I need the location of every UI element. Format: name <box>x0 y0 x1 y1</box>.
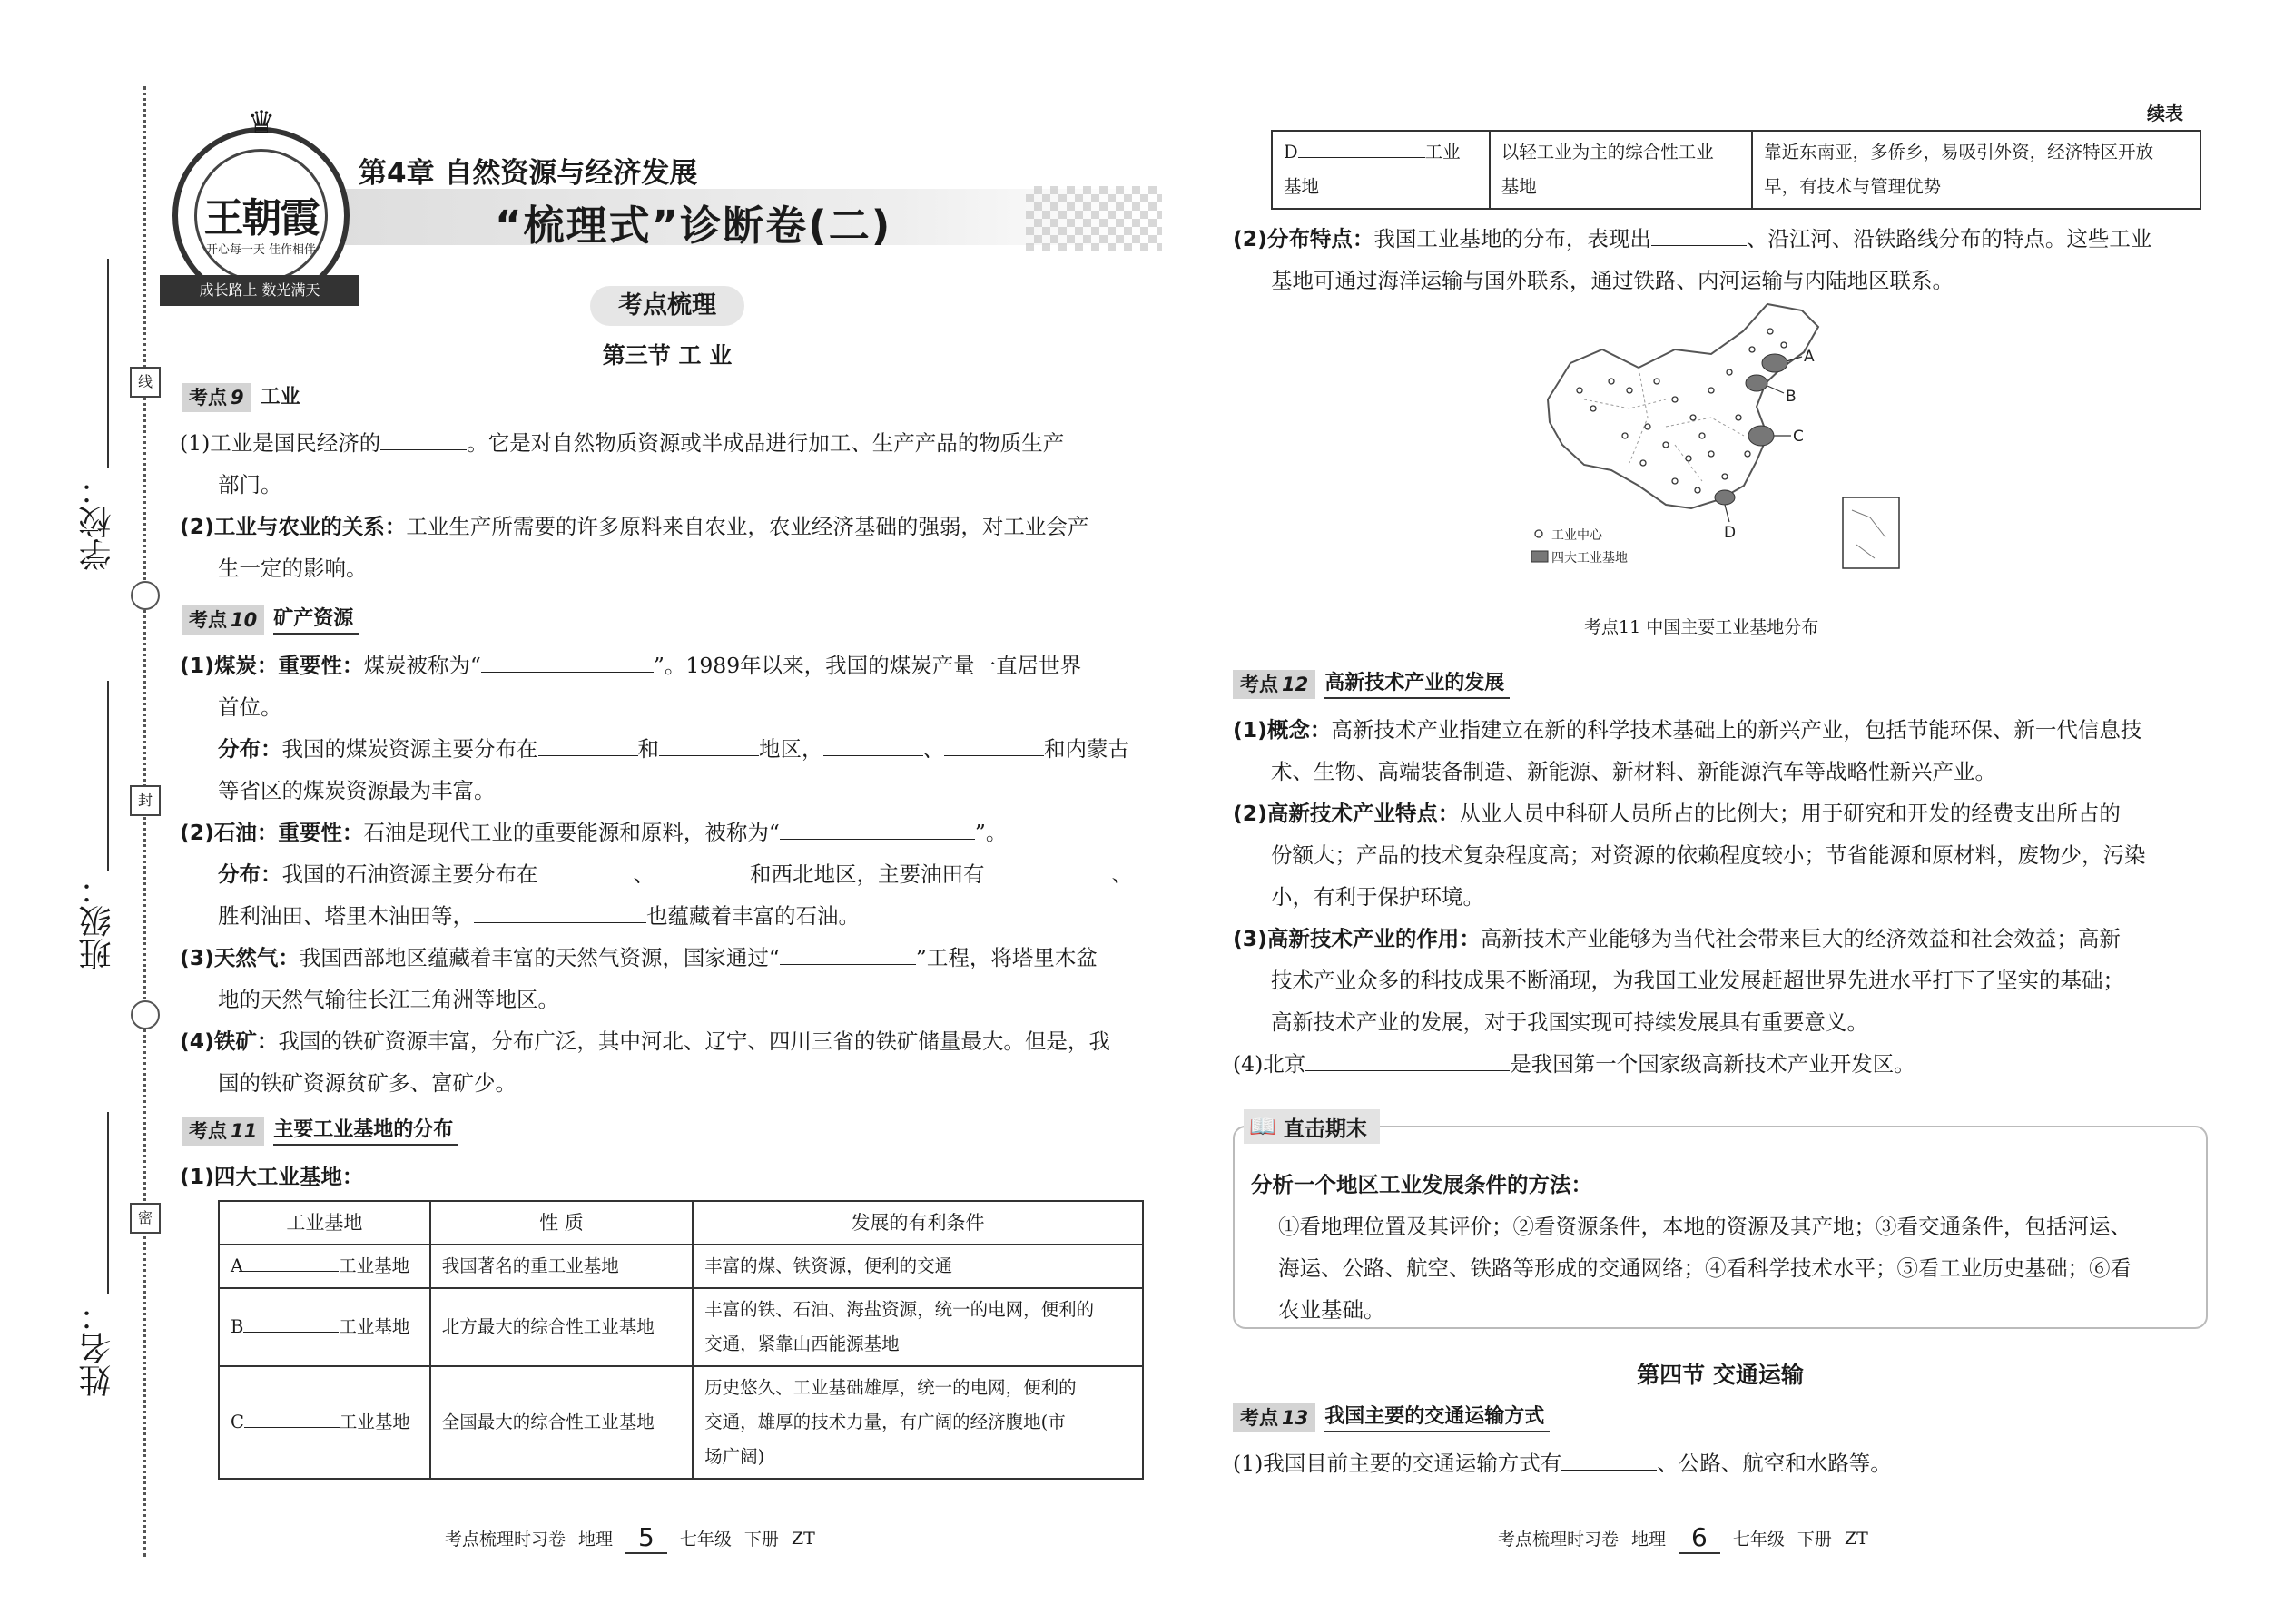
role-line1: (3)高新技术产业的作用：高新技术产业能够为当代社会带来巨大的经济效益和社会效益；高新 <box>1233 926 2121 951</box>
class-write-line <box>107 681 109 871</box>
table-cell: 以轻工业为主的综合性工业 基地 <box>1490 131 1752 209</box>
answer-blank[interactable] <box>380 429 467 450</box>
kd9-line2: 部门。 <box>218 472 282 497</box>
table-row <box>219 1366 1143 1479</box>
kaodian-9-heading: 考点 9 工业 <box>182 383 306 412</box>
final-exam-tag: 📖 直击期末 <box>1244 1109 1380 1144</box>
kd9-line3: (2)工业与农业的关系：工业生产所需要的许多原料来自农业，农业经济基础的强弱，对工业会产 <box>180 514 1089 539</box>
bind-mark-feng: 封 <box>130 785 161 816</box>
answer-blank[interactable] <box>538 861 634 881</box>
answer-blank[interactable] <box>1561 1450 1657 1471</box>
industrial-bases-table <box>218 1200 1144 1480</box>
answer-blank[interactable] <box>243 1251 339 1272</box>
table-cell: 北方最大的综合性工业基地 <box>430 1288 693 1366</box>
box-line3: 农业基础。 <box>1278 1297 1385 1323</box>
feature-line1: (2)分布特点：我国工业基地的分布，表现出 、沿江河、沿铁路线分布的特点。这些工业 <box>1233 226 2152 251</box>
section-title-industry: 第三节 工 业 <box>602 342 733 369</box>
answer-blank[interactable] <box>780 944 916 965</box>
section-title-transport: 第四节 交通运输 <box>1637 1362 1804 1388</box>
table-cell: 历史悠久、工业基础雄厚，统一的电网，便利的 交通，雄厚的技术力量，有广阔的经济腹地(市 场广阔) <box>693 1366 1143 1479</box>
footer-right: 考点梳理时习卷 地理 6 七年级 下册 ZT <box>1498 1522 1868 1552</box>
beijing-line: (4)北京 是我国第一个国家级高新技术产业开发区。 <box>1233 1051 1915 1077</box>
logo-name: 王朝霞 <box>203 195 319 241</box>
table-cell: 全国最大的综合性工业基地 <box>430 1366 693 1479</box>
table-cell: 我国著名的重工业基地 <box>430 1245 693 1288</box>
oil-line3: 胜利油田、塔里木油田等， 也蕴藏着丰富的石油。 <box>218 903 860 929</box>
coal-line2: 首位。 <box>218 694 282 720</box>
role-line2: 技术产业众多的科技成果不断涌现，为我国工业发展赶超世界先进水平打下了坚实的基础； <box>1271 968 2124 993</box>
map-label-a: A <box>1804 348 1815 366</box>
legend-base-label: 四大工业基地 <box>1551 551 1628 566</box>
answer-blank[interactable] <box>985 861 1112 881</box>
page-number: 5 <box>625 1522 667 1554</box>
table-cell: 靠近东南亚，多侨乡，易吸引外资，经济特区开放 早，有技术与管理优势 <box>1752 131 2200 209</box>
coal-line4: 等省区的煤炭资源最为丰富。 <box>218 778 496 803</box>
iron-line2: 国的铁矿资源贫矿多、富矿少。 <box>218 1070 517 1096</box>
trait-line1: (2)高新技术产业特点：从业人员中科研人员所占的比例大；用于研究和开发的经费支出所占的 <box>1233 801 2121 826</box>
section-pill-kaodian: 考点梳理 <box>590 286 744 326</box>
kaodian-11-heading: 考点 11 主要工业基地的分布 <box>182 1117 458 1146</box>
table-cell: C 工业基地 <box>219 1366 430 1479</box>
table-header: 发展的有利条件 <box>693 1201 1143 1245</box>
bind-mark-xian: 线 <box>130 367 161 398</box>
table-header: 性 质 <box>430 1201 693 1245</box>
school-write-line <box>107 259 109 468</box>
page-number: 6 <box>1679 1522 1720 1554</box>
table-row <box>1272 131 2200 209</box>
binding-dotted-line <box>143 86 146 1557</box>
transport-line1: (1)我国目前主要的交通运输方式有 、公路、航空和水路等。 <box>1233 1451 1892 1476</box>
name-label: 姓名： <box>79 1299 116 1397</box>
box-heading: 分析一个地区工业发展条件的方法： <box>1251 1172 1592 1197</box>
legend-area-icon <box>1531 551 1548 562</box>
answer-blank[interactable] <box>944 735 1044 756</box>
coal-line1: (1)煤炭：重要性：煤炭被称为“ ”。1989年以来，我国的煤炭产量一直居世界 <box>180 653 1082 678</box>
table-header-row <box>219 1201 1143 1245</box>
kd9-line1: (1)工业是国民经济的 。它是对自然物质资源或半成品进行加工、生产产品的物质生产 <box>180 430 1065 456</box>
table-cell: 丰富的铁、石油、海盐资源，统一的电网，便利的 交通，紧靠山西能源基地 <box>693 1288 1143 1366</box>
iron-line1: (4)铁矿：我国的铁矿资源丰富，分布广泛，其中河北、辽宁、四川三省的铁矿储量最大。但是，我 <box>180 1029 1110 1054</box>
answer-blank[interactable] <box>243 1312 339 1333</box>
logo-motto: 开心每一天 佳作相伴 <box>205 243 317 257</box>
legend-center-label: 工业中心 <box>1551 528 1602 543</box>
role-line3: 高新技术产业的发展，对于我国实现可持续发展具有重要意义。 <box>1271 1009 1868 1035</box>
industrial-base-areas <box>1715 354 1787 505</box>
map-label-d: D <box>1724 524 1737 542</box>
table-cell: 丰富的煤、铁资源，便利的交通 <box>693 1245 1143 1288</box>
map-label-b: B <box>1786 388 1797 406</box>
class-label: 班级： <box>79 872 116 970</box>
box-line2: 海运、公路、航空、铁路等形成的交通网络；④看科学技术水平；⑤看工业历史基础；⑥看 <box>1278 1255 2132 1281</box>
answer-blank[interactable] <box>538 735 638 756</box>
crown-icon: ♛ <box>247 104 276 141</box>
concept-line2: 术、生物、高端装备制造、新能源、新材料、新能源汽车等战略性新兴产业。 <box>1271 759 1996 784</box>
kd11-line1: (1)四大工业基地： <box>180 1164 364 1189</box>
table-row <box>219 1288 1143 1366</box>
coal-line3: 分布：我国的煤炭资源主要分布在 和 地区， 、 和内蒙古 <box>218 736 1129 762</box>
book-icon: 📖 <box>1249 1114 1276 1139</box>
footer-left: 考点梳理时习卷 地理 5 七年级 下册 ZT <box>445 1522 815 1552</box>
kaodian-13-heading: 考点 13 我国主要的交通运输方式 <box>1233 1403 1550 1432</box>
school-label: 学校： <box>79 473 116 571</box>
oil-line1: (2)石油：重要性：石油是现代工业的重要能源和原料，被称为“ ”。 <box>180 820 1008 845</box>
page-title: “梳理式”诊断卷(二) <box>495 202 892 250</box>
chapter-title: 第4章 自然资源与经济发展 <box>359 157 698 190</box>
answer-blank[interactable] <box>655 861 750 881</box>
answer-blank[interactable] <box>659 735 759 756</box>
table-cell: B 工业基地 <box>219 1288 430 1366</box>
map-caption: 考点11 中国主要工业基地分布 <box>1584 617 1819 637</box>
kaodian-12-heading: 考点 12 高新技术产业的发展 <box>1233 670 1510 699</box>
gas-line2: 地的天然气输往长江三角洲等地区。 <box>218 987 559 1012</box>
name-write-line <box>107 1112 109 1294</box>
trait-line2: 份额大；产品的技术复杂程度高；对资源的依赖程度较小；节省能源和原材料，废物少，污染 <box>1271 842 2146 868</box>
answer-blank[interactable] <box>1651 225 1747 246</box>
box-line1: ①看地理位置及其评价；②看资源条件，本地的资源及其产地；③看交通条件，包括河运、 <box>1278 1214 2132 1239</box>
bind-mark-mi: 密 <box>130 1203 161 1234</box>
seal-circle-icon <box>131 581 160 610</box>
table-row <box>219 1245 1143 1288</box>
gas-line1: (3)天然气：我国西部地区蕴藏着丰富的天然气资源，国家通过“ ”工程，将塔里木盆 <box>180 945 1098 970</box>
kaodian-10-heading: 考点 10 矿产资源 <box>182 605 359 635</box>
map-label-c: C <box>1793 428 1804 446</box>
china-outline <box>1548 304 1818 508</box>
kd9-line4: 生一定的影响。 <box>218 556 368 581</box>
answer-blank[interactable] <box>481 652 654 673</box>
answer-blank[interactable] <box>244 1407 340 1428</box>
south-sea-inset <box>1843 497 1899 568</box>
answer-blank[interactable] <box>1305 1050 1510 1071</box>
table-header: 工业基地 <box>219 1201 430 1245</box>
answer-blank[interactable] <box>780 819 975 840</box>
continued-label: 续表 <box>2147 103 2183 124</box>
oil-line2: 分布：我国的石油资源主要分布在 、 和西北地区，主要油田有 、 <box>218 861 1133 887</box>
table-cell: A 工业基地 <box>219 1245 430 1288</box>
seal-circle-icon <box>131 1000 160 1029</box>
table-cell: D 工业 基地 <box>1272 131 1490 209</box>
answer-blank[interactable] <box>474 902 646 923</box>
brand-logo <box>172 104 350 304</box>
trait-line3: 小，有利于保护环境。 <box>1271 884 1484 910</box>
legend-dot-icon <box>1535 530 1542 537</box>
industrial-bases-table-cont <box>1271 130 2201 210</box>
answer-blank[interactable] <box>1298 137 1425 158</box>
banner-checker-pattern <box>1026 186 1162 251</box>
china-industrial-map <box>1530 300 1920 586</box>
logo-ribbon: 成长路上 数光满天 <box>160 275 359 306</box>
answer-blank[interactable] <box>823 735 923 756</box>
feature-line2: 基地可通过海洋运输与国外联系，通过铁路、内河运输与内陆地区联系。 <box>1271 268 1954 293</box>
concept-line1: (1)概念：高新技术产业指建立在新的科学技术基础上的新兴产业，包括节能环保、新一代信息技 <box>1233 717 2142 743</box>
